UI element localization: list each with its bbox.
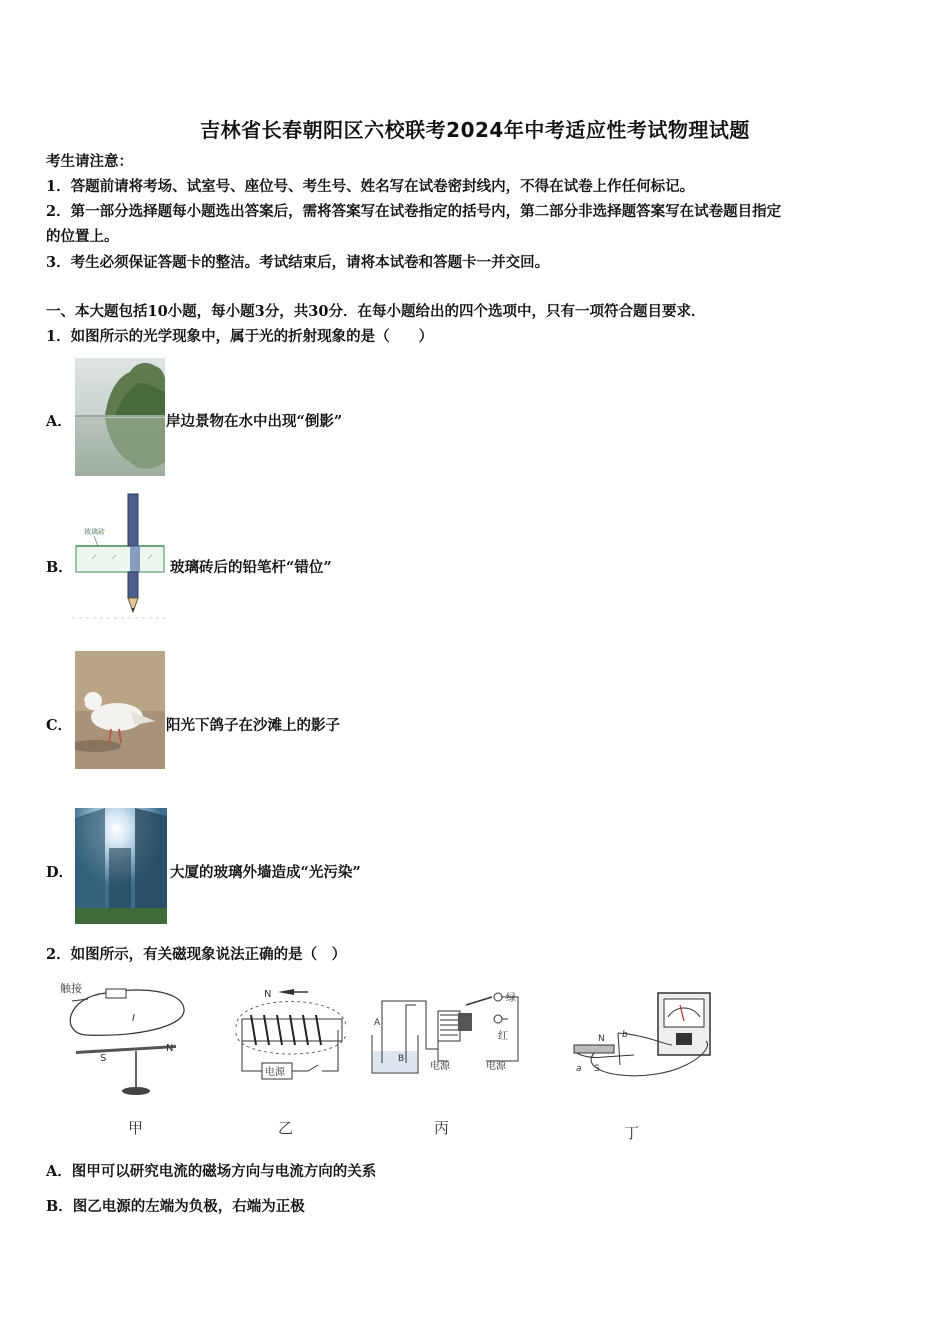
- svg-text:触接: 触接: [60, 982, 82, 995]
- caption-jia: 甲: [128, 1119, 144, 1137]
- notice-item-3: 3．考生必须保证答题卡的整洁。考试结束后，请将本试卷和答题卡一并交回。: [46, 254, 550, 271]
- q1-option-d-label: D．: [46, 864, 74, 881]
- q2-option-a-label: A．: [46, 1163, 72, 1180]
- caption-ding: 丁: [624, 1124, 640, 1142]
- figure-yi: [236, 989, 346, 1137]
- svg-text:红: 红: [498, 1031, 508, 1042]
- svg-text:B: B: [398, 1054, 405, 1064]
- q2-option-a-text: 图甲可以研究电流的磁场方向与电流方向的关系: [71, 1163, 377, 1180]
- svg-text:S: S: [594, 1064, 600, 1074]
- q2-stem: 2．如图所示，有关磁现象说法正确的是（ ）: [46, 946, 347, 963]
- notice-item-2b: 的位置上。: [46, 228, 119, 245]
- q1-stem: 1．如图所示的光学现象中，属于光的折射现象的是（ ）: [46, 328, 434, 345]
- q1-option-a-text: 岸边景物在水中出现“倒影”: [166, 413, 343, 430]
- svg-text:a: a: [576, 1064, 582, 1074]
- q1-option-b-text: 玻璃砖后的铅笔杆“错位”: [170, 559, 332, 576]
- svg-text:b: b: [622, 1030, 628, 1040]
- svg-text:N: N: [598, 1034, 605, 1044]
- q2-option-b: [46, 1197, 906, 1217]
- svg-text:电源: 电源: [265, 1067, 285, 1078]
- notice-item-1: 1．答题前请将考场、试室号、座位号、考生号、姓名写在试卷密封线内，不得在试卷上作任何标记。: [46, 178, 695, 195]
- q1-option-a-label: A．: [46, 413, 72, 430]
- svg-text:绿: 绿: [506, 993, 516, 1004]
- figure-bing: [372, 992, 518, 1137]
- q2-option-b-text: 图乙电源的左端为负极，右端为正极: [72, 1198, 305, 1215]
- notice-item-2a: 2．第一部分选择题每小题选出答案后，需将答案写在试卷指定的括号内，第二部分非选择题答案写在试卷题目指定: [46, 203, 782, 220]
- page-title: 吉林省长春朝阳区六校联考2024年中考适应性考试物理试题: [200, 118, 750, 142]
- svg-text:I: I: [132, 1013, 135, 1024]
- q1-option-d-text: 大厦的玻璃外墙造成“光污染”: [170, 864, 361, 881]
- svg-text:电源: 电源: [430, 1061, 450, 1072]
- svg-text:电源: 电源: [486, 1061, 506, 1072]
- figure-ding: [574, 993, 710, 1142]
- svg-text:A: A: [374, 1018, 381, 1028]
- magnetism-figures: [46, 975, 726, 1150]
- pigeon-photo: [75, 651, 165, 769]
- q1-option-c-text: 阳光下鸽子在沙滩上的影子: [166, 717, 340, 734]
- glass-label: 玻璃砖: [84, 528, 105, 536]
- q1-option-c-label: C．: [46, 717, 73, 734]
- pencil-glass-figure: [72, 490, 168, 620]
- q2-option-a: [46, 1162, 906, 1182]
- building-photo: [75, 808, 167, 924]
- svg-text:N: N: [264, 989, 272, 1000]
- notice-heading: 考生请注意：: [46, 153, 133, 170]
- svg-text:S: S: [100, 1053, 107, 1064]
- svg-text:N: N: [166, 1043, 174, 1054]
- reflection-photo: [75, 358, 165, 476]
- figure-jia: [60, 981, 184, 1137]
- section-heading: 一、本大题包括10小题，每小题3分，共30分．在每小题给出的四个选项中，只有一项符合题目要求．: [46, 303, 706, 320]
- caption-yi: 乙: [278, 1119, 294, 1137]
- q1-option-b-label: B．: [46, 559, 73, 576]
- q2-option-b-label: B．: [46, 1198, 73, 1215]
- caption-bing: 丙: [434, 1119, 450, 1137]
